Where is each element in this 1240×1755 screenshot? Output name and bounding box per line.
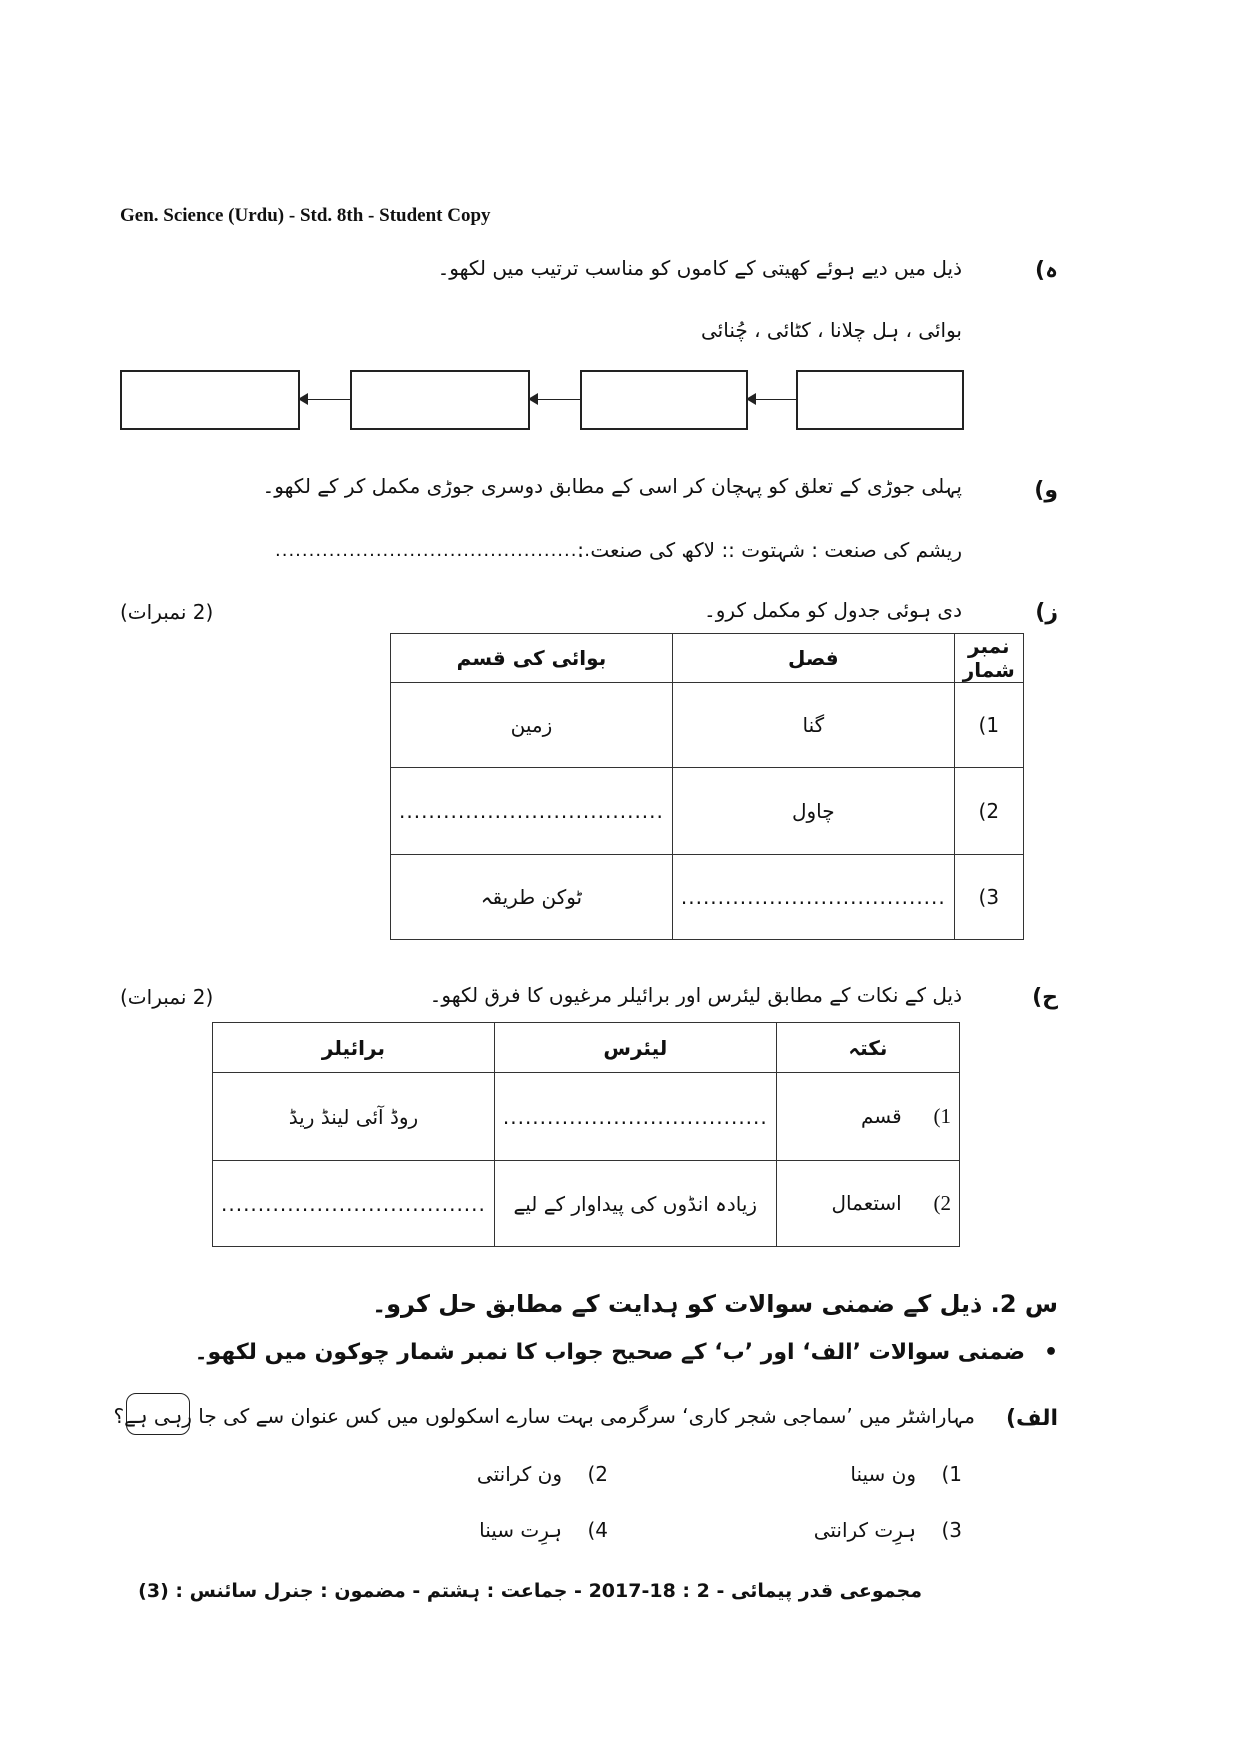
header-point: نکتہ	[776, 1023, 959, 1073]
question-label-alif: الف)	[1005, 1406, 1058, 1431]
sowing-type-blank[interactable]: ....................................	[391, 768, 673, 855]
header-serial: نمبر شمار	[954, 634, 1023, 683]
answer-box-2[interactable]	[580, 370, 748, 430]
option-text: ہرِت سینا	[479, 1518, 563, 1542]
answer-box-1[interactable]	[796, 370, 964, 430]
option-3[interactable]	[814, 1518, 962, 1542]
answer-box-4[interactable]	[120, 370, 300, 430]
arrow-left-icon	[298, 393, 308, 405]
header-layers: لیئرس	[494, 1023, 776, 1073]
option-1[interactable]	[850, 1462, 962, 1486]
point-cell	[776, 1161, 959, 1247]
poultry-table	[212, 1022, 960, 1247]
marks-ze: (2 نمبرات)	[120, 600, 214, 624]
header-crop: فصل	[672, 634, 954, 683]
option-number: 1)	[941, 1462, 962, 1486]
farming-words: بوائی ، ہل چلانا ، کٹائی ، چُنائی	[701, 318, 962, 342]
option-number: 4)	[587, 1518, 608, 1542]
bullet-icon: •	[1043, 1340, 1058, 1365]
option-4[interactable]	[479, 1518, 608, 1542]
question-instruction-hay: ذیل کے نکات کے مطابق لیئرس اور برائیلر مرغیوں کا فرق لکھو۔	[429, 983, 962, 1007]
table-row	[391, 768, 1024, 855]
row-number: 1)	[933, 1104, 951, 1128]
table-row	[213, 1161, 960, 1247]
question-instruction-ze: دی ہوئی جدول کو مکمل کرو۔	[704, 598, 962, 622]
header-broiler: برائیلر	[213, 1023, 495, 1073]
point-text: قسم	[860, 1104, 902, 1128]
question-alif-text: مہاراشٹر میں ’سماجی شجر کاری‘ سرگرمی بہت سارے اسکولوں میں کس عنوان سے کی جا رہی ہے؟	[113, 1404, 975, 1428]
row-number: 2)	[954, 768, 1023, 855]
option-text: ون کرانتی	[476, 1462, 563, 1486]
sowing-type-cell: زمین	[391, 683, 673, 768]
question-instruction-he: ذیل میں دیے ہوئے کھیتی کے کاموں کو مناسب ترتیب میں لکھو۔	[437, 256, 962, 280]
point-text: استعمال	[831, 1191, 902, 1215]
question-2-subheading: ضمنی سوالات ’الف‘ اور ’ب‘ کے صحیح جواب کا نمبر شمار چوکون میں لکھو۔	[194, 1340, 1025, 1365]
sowing-type-cell: ٹوکن طریقہ	[391, 855, 673, 940]
arrow-left-icon	[746, 393, 756, 405]
sowing-table	[390, 633, 1024, 940]
option-2[interactable]	[477, 1462, 608, 1486]
question-2-heading: س 2. ذیل کے ضمنی سوالات کو ہدایت کے مطابق حل کرو۔	[372, 1290, 1058, 1318]
table-row	[213, 1073, 960, 1161]
arrow-left-icon	[528, 393, 538, 405]
question-label-hay: ح)	[1032, 985, 1058, 1010]
crop-cell: چاول	[672, 768, 954, 855]
row-number: 1)	[954, 683, 1023, 768]
broiler-cell: روڈ آئی لینڈ ریڈ	[213, 1073, 495, 1161]
option-text: ہرِت کرانتی	[813, 1518, 917, 1542]
row-number: 2)	[933, 1191, 951, 1215]
table-row	[391, 855, 1024, 940]
table-header-row	[391, 634, 1024, 683]
question-instruction-wao: پہلی جوڑی کے تعلق کو پہچان کر اسی کے مطابق دوسری جوڑی مکمل کر کے لکھو۔	[262, 474, 962, 498]
row-number: 3)	[954, 855, 1023, 940]
page-header: Gen. Science (Urdu) - Std. 8th - Student Copy	[120, 205, 491, 226]
header-sowing-type: بوائی کی قسم	[391, 634, 673, 683]
marks-hay: (2 نمبرات)	[120, 985, 214, 1009]
analogy-pair: ریشم کی صنعت : شہتوت :: لاکھ کی صنعت :	[577, 538, 962, 562]
answer-box-3[interactable]	[350, 370, 530, 430]
crop-blank[interactable]: ....................................	[672, 855, 954, 940]
option-number: 2)	[587, 1462, 608, 1486]
table-row	[391, 683, 1024, 768]
layers-blank[interactable]: ....................................	[494, 1073, 776, 1161]
option-number: 3)	[941, 1518, 962, 1542]
question-label-wao: و)	[1034, 478, 1058, 503]
option-text: ون سینا	[850, 1462, 917, 1486]
crop-cell: گنا	[672, 683, 954, 768]
question-label-ze: ز)	[1035, 600, 1058, 625]
table-header-row	[213, 1023, 960, 1073]
analogy-blank[interactable]: ...............................................	[275, 540, 591, 561]
question-label-he: ہ)	[1035, 258, 1058, 283]
page-footer: مجموعی قدر پیمائی - 2 : 18-2017 - جماعت : ہشتم - مضمون : جنرل سائنس : (3)	[138, 1580, 922, 1602]
broiler-blank[interactable]: ....................................	[213, 1161, 495, 1247]
point-cell	[776, 1073, 959, 1161]
layers-cell: زیادہ انڈوں کی پیداوار کے لیے	[494, 1161, 776, 1247]
